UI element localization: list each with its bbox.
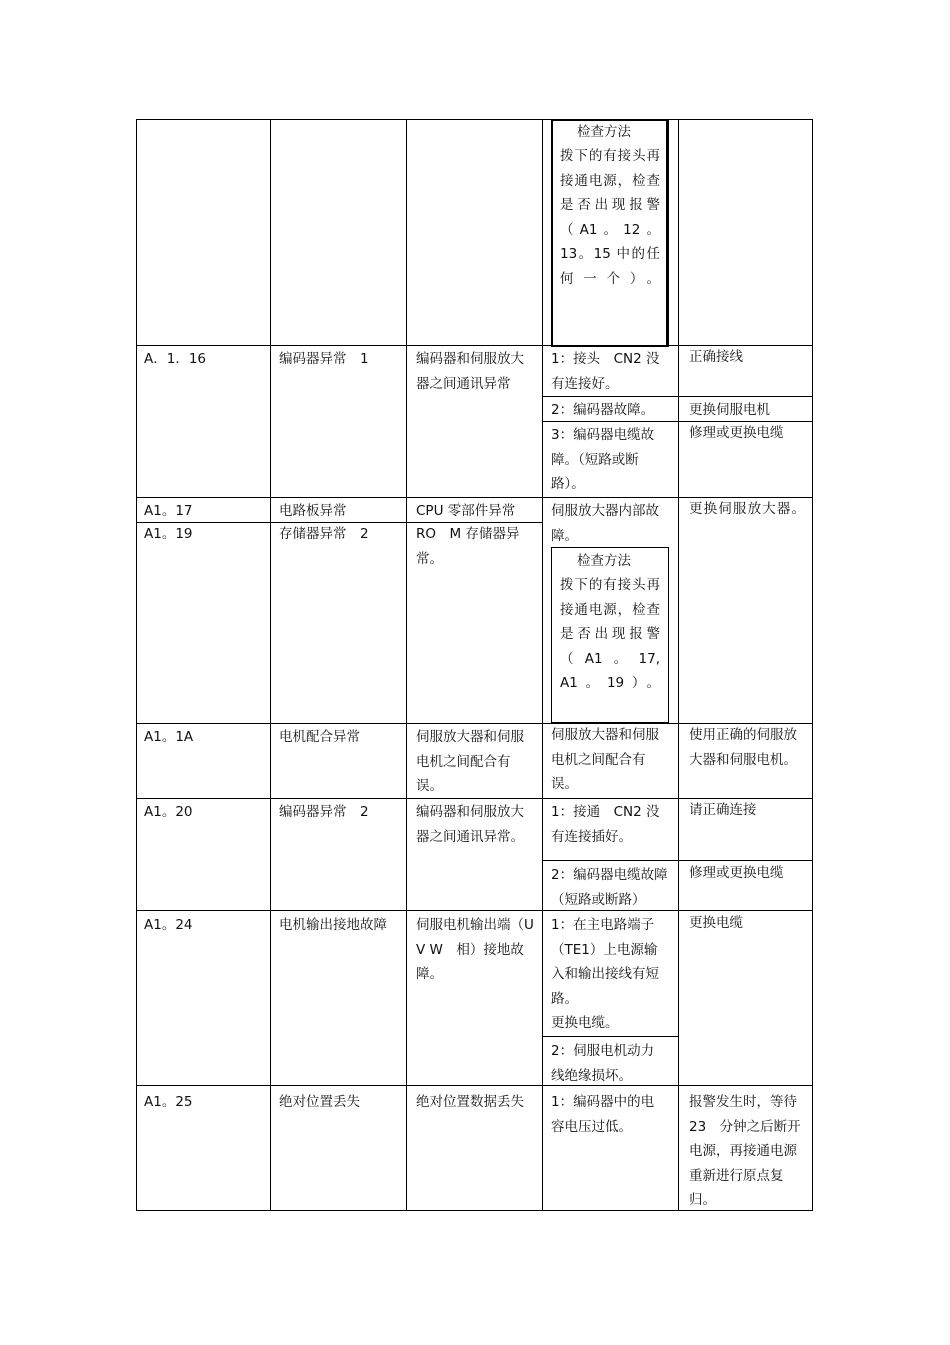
alarm-cause: RO M 存储器异常。 [416, 526, 520, 567]
table-border-right [812, 119, 813, 1211]
check-method-box-edge [551, 120, 553, 346]
alarm-code: A1。19 [144, 526, 193, 542]
item-action: 使用正确的伺服放大器和伺服电机。 [689, 727, 797, 768]
alarm-cause: CPU 零部件异常 [416, 503, 516, 519]
shared-action: 更换伺服放大器。 [689, 501, 805, 517]
item-cause: 2：编码器故障。 [551, 402, 655, 418]
alarm-name: 绝对位置丢失 [279, 1094, 360, 1110]
column-divider [406, 119, 407, 1211]
column-divider [678, 119, 679, 1211]
alarm-cause: 伺服放大器和伺服电机之间配合有误。 [416, 729, 524, 794]
check-method-body: 拨下的有接头再接通电源，检查是否出现报警（A1。17, A1。19）。 [560, 577, 660, 691]
shared-cause: 伺服放大器内部故障。 [551, 503, 659, 544]
item-action: 报警发生时，等待 23 分钟之后断开电源，再接通电源重新进行原点复归。 [689, 1094, 811, 1208]
column-divider [270, 119, 271, 1211]
item-action: 请正确连接 [689, 802, 757, 818]
item-action: 正确接线 [689, 349, 743, 365]
item-action: 更换电缆 [689, 915, 743, 931]
item-cause: 1：接头 CN2 没有连接好。 [551, 351, 660, 392]
item-cause: 伺服放大器和伺服电机之间配合有误。 [551, 727, 659, 792]
alarm-code: A1。24 [144, 917, 193, 933]
alarm-code: A．1．16 [144, 351, 207, 367]
alarm-code: A1。20 [144, 804, 193, 820]
item-cause: 1：编码器中的电容电压过低。 [551, 1094, 655, 1135]
item-action: 修理或更换电缆 [689, 865, 784, 881]
alarm-name: 电机配合异常 [279, 729, 360, 745]
item-cause: 2：编码器电缆故障（短路或断路） [551, 867, 668, 908]
alarm-cause: 编码器和伺服放大器之间通讯异常。 [416, 804, 524, 845]
check-method-box-edge [666, 120, 668, 346]
item-action: 修理或更换电缆 [689, 425, 784, 441]
item-cause: 1：接通 CN2 没有连接插好。 [551, 804, 660, 845]
item-action: 更换伺服电机 [689, 402, 770, 418]
check-method-body: 拨下的有接头再接通电源，检查是否出现报警（A1。12。13。15 中的任何一个）。 [560, 148, 660, 287]
check-method-title: 检查方法 [577, 124, 631, 140]
alarm-code: A1。17 [144, 503, 193, 519]
alarm-cause: 绝对位置数据丢失 [416, 1094, 524, 1110]
alarm-code: A1。1A [144, 729, 194, 745]
alarm-code: A1。25 [144, 1094, 193, 1110]
alarm-cause: 伺服电机输出端（U V W 相）接地故障。 [416, 917, 534, 982]
alarm-name: 电路板异常 [279, 503, 347, 519]
alarm-name: 编码器异常 1 [279, 351, 369, 367]
sub-row-divider [542, 1036, 678, 1037]
item-cause: 1：在主电路端子（TE1）上电源输入和输出接线有短路。 更换电缆。 [551, 917, 659, 1031]
check-method-title: 检查方法 [577, 553, 631, 569]
alarm-name: 电机输出接地故障 [279, 917, 387, 933]
row-divider [136, 1085, 813, 1086]
column-divider [542, 119, 543, 1211]
item-cause: 3：编码器电缆故障。（短路或断路）。 [551, 427, 655, 492]
table-border-top [136, 119, 813, 120]
item-cause: 2：伺服电机动力线绝缘损坏。 [551, 1043, 655, 1084]
alarm-cause: 编码器和伺服放大器之间通讯异常 [416, 351, 524, 392]
table-border-left [136, 119, 137, 1211]
alarm-name: 存储器异常 2 [279, 526, 369, 542]
alarm-name: 编码器异常 2 [279, 804, 369, 820]
sub-row-divider [542, 396, 813, 397]
